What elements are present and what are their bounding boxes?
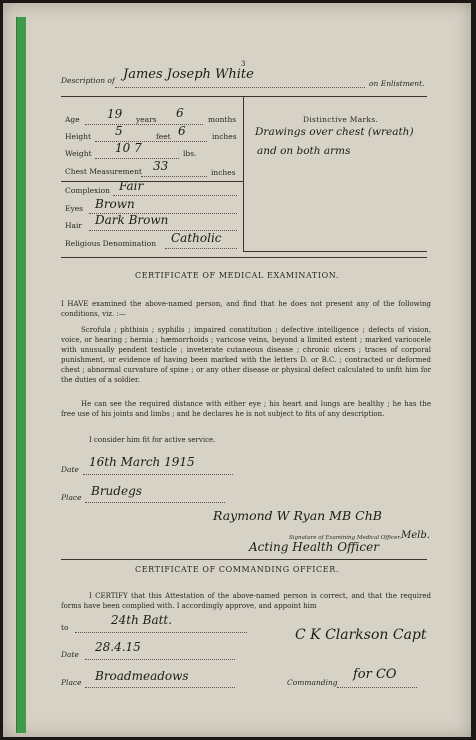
- hair-label: Hair: [65, 221, 82, 230]
- lbs-label: lbs.: [183, 149, 197, 158]
- chest-label: Chest Measurement: [65, 167, 142, 176]
- on-enlistment-label: on Enlistment.: [369, 79, 425, 88]
- commanding-line: [337, 687, 417, 688]
- complexion-value: Fair: [119, 179, 144, 193]
- age-label: Age: [65, 115, 80, 124]
- complexion-line: [113, 195, 237, 196]
- height-feet: 5: [115, 124, 123, 138]
- chest-value: 33: [153, 159, 169, 173]
- commanding-to-label: to: [61, 623, 69, 632]
- chest-line: [141, 176, 207, 177]
- green-margin-band: [16, 17, 26, 733]
- age-months: 6: [176, 106, 184, 120]
- medical-para1: [61, 299, 431, 319]
- medical-date-label: Date: [61, 465, 79, 474]
- medical-officer-signature-suffix: Melb.: [401, 530, 430, 541]
- weight-value: 10 7: [115, 141, 142, 155]
- years-label: years: [136, 115, 157, 124]
- page-number: 3: [241, 60, 246, 68]
- distinctive-marks-line2: and on both arms: [257, 145, 351, 157]
- medical-officer-title: Acting Health Officer: [249, 540, 379, 554]
- commanding-value: for CO: [353, 667, 397, 682]
- description-divider: [243, 96, 244, 251]
- commanding-top-rule: [61, 559, 427, 560]
- chest-inches-label: inches: [211, 168, 236, 177]
- attestation-sheet: [3, 3, 471, 737]
- religion-label: Religious Denomination: [65, 239, 157, 248]
- name-line: [115, 87, 365, 88]
- commanding-heading: CERTIFICATE OF COMMANDING OFFICER.: [135, 565, 339, 574]
- soldier-name: James Joseph White: [123, 67, 254, 82]
- medical-para3: He can see the required distance with either eye ; his heart and lungs are healthy ; he has the free use of his joints and limbs ; and he declares he is not subject to fits of any description.: [61, 400, 431, 418]
- description-rule: [61, 96, 427, 97]
- medical-conditions: Scrofula ; phthisis ; syphilis ; impaired constitution ; defective intelligence ; defects of vision, voice, or hearing ; hernia ; hæmorrhoids ; varicose veins, beyond a limited extent ; marked varicocele with unusually pendent testicle ; inveterate cutaneous disease ; chronic ulcers ; traces of corporal punishment, or evidence of having been marked with the letters D. or B.C. ; contracted or deformed chest ; abnormal curvature of spine ; or any other disease or physical defect calculated to unfit him for the duties of a soldier.: [61, 326, 431, 384]
- commanding-place-line: [85, 687, 235, 688]
- commanding-para-lead: I CERTIFY: [89, 592, 128, 600]
- complexion-top-rule: [61, 181, 243, 182]
- commanding-para: [61, 591, 431, 611]
- distinctive-marks-heading: Distinctive Marks.: [303, 115, 379, 124]
- distinctive-marks-line1: Drawings over chest (wreath): [255, 126, 414, 138]
- months-label: months: [208, 115, 237, 124]
- commanding-officer-signature: C K Clarkson Capt: [295, 627, 427, 643]
- weight-label: Weight: [65, 149, 92, 158]
- medical-officer-signature: Raymond W Ryan MB ChB: [213, 508, 382, 523]
- medical-heading: CERTIFICATE OF MEDICAL EXAMINATION.: [134, 271, 340, 280]
- eyes-label: Eyes: [65, 204, 83, 213]
- height-line: [95, 141, 207, 142]
- commanding-date-label: Date: [61, 650, 79, 659]
- commanding-label: Commanding: [287, 678, 338, 687]
- commanding-para-text: that this Attestation of the above-named person is correct, and that the required forms have been complied with. I accordingly approve, and appoint him: [61, 592, 432, 610]
- commanding-date-value: 28.4.15: [95, 640, 141, 654]
- inches-label: inches: [212, 132, 237, 141]
- commanding-place-value: Broadmeadows: [95, 669, 189, 683]
- description-label: Description of: [61, 76, 115, 85]
- medical-signature-caption: Signature of Examining Medical Officer.: [289, 535, 402, 541]
- height-label: Height: [65, 132, 92, 141]
- medical-date-value: 16th March 1915: [89, 455, 195, 469]
- eyes-value: Brown: [95, 197, 135, 211]
- commanding-to-value: 24th Batt.: [111, 613, 173, 627]
- complexion-label: Complexion: [65, 186, 110, 195]
- medical-top-rule: [61, 257, 427, 258]
- medical-para1-lead: I HAVE: [61, 300, 89, 308]
- religion-line: [165, 248, 237, 249]
- hair-value: Dark Brown: [95, 213, 169, 227]
- medical-place-value: Brudegs: [91, 484, 142, 498]
- medical-place-line: [85, 502, 225, 503]
- medical-date-line: [83, 474, 233, 475]
- commanding-date-line: [85, 659, 235, 660]
- age-years: 19: [107, 107, 123, 121]
- religion-value: Catholic: [171, 231, 222, 245]
- commanding-place-label: Place: [61, 678, 82, 687]
- medical-fit-statement: I consider him fit for active service.: [89, 436, 216, 444]
- medical-place-label: Place: [61, 493, 82, 502]
- medical-para1-text: examined the above-named person, and find that he does not present any of the following conditions, viz. :—: [61, 300, 431, 318]
- height-inches: 6: [178, 124, 186, 138]
- marks-bottom-rule: [243, 251, 427, 252]
- commanding-to-line: [75, 632, 247, 633]
- feet-label: feet: [156, 132, 171, 141]
